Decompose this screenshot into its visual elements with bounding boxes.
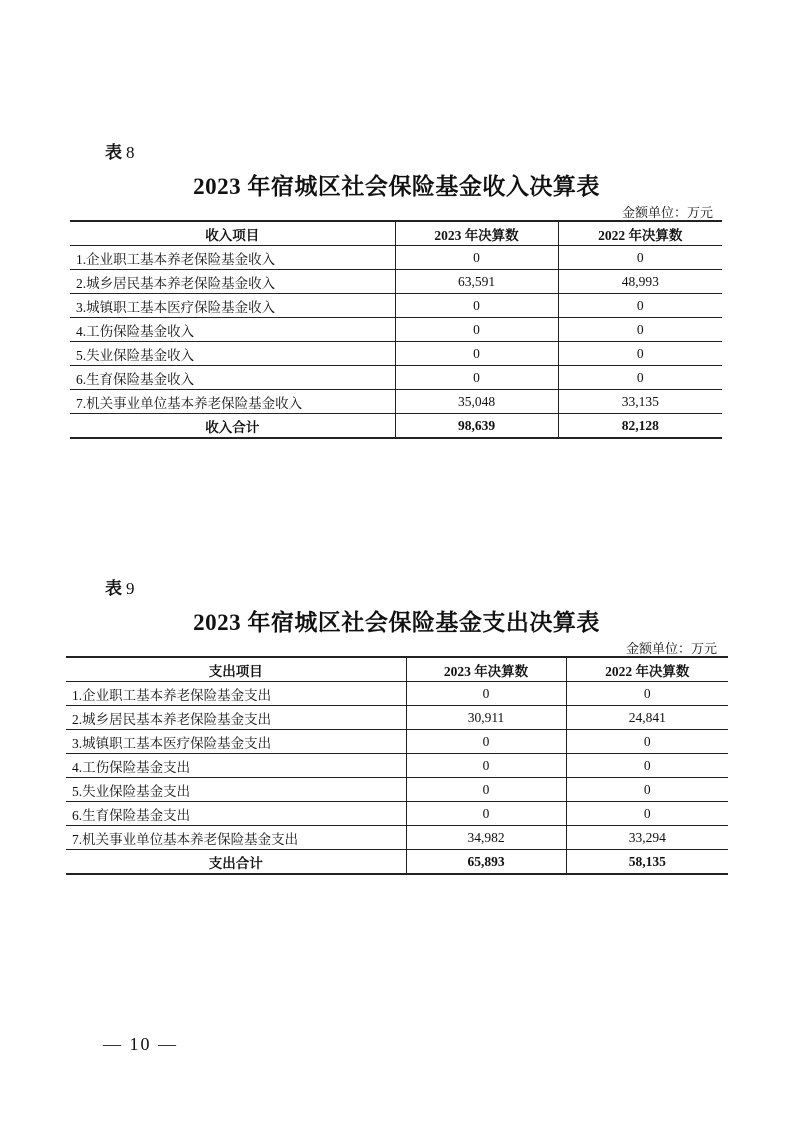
row-item: 6.生育保险基金支出 (66, 802, 406, 826)
table-9-label (105, 574, 135, 599)
row-item: 7.机关事业单位基本养老保险基金支出 (66, 826, 406, 850)
table-label-text: 表 (105, 143, 122, 162)
table-row (66, 730, 728, 754)
row-2023: 0 (406, 754, 566, 778)
income-table-title: 2023 年宿城区社会保险基金收入决算表 (193, 174, 600, 199)
row-2023: 0 (406, 730, 566, 754)
row-2022: 0 (566, 778, 728, 802)
expense-table-title: 2023 年宿城区社会保险基金支出决算表 (193, 610, 600, 635)
row-2023: 0 (395, 366, 558, 390)
row-2022: 0 (566, 730, 728, 754)
row-2023: 0 (395, 318, 558, 342)
table-row (70, 246, 722, 270)
row-2023: 0 (406, 778, 566, 802)
table-row (70, 318, 722, 342)
table-label-number: 9 (126, 579, 135, 598)
income-header-2023: 2023 年决算数 (395, 221, 558, 246)
expense-header-2023: 2023 年决算数 (406, 657, 566, 682)
row-2023: 30,911 (406, 706, 566, 730)
row-item: 2.城乡居民基本养老保险基金支出 (66, 706, 406, 730)
expense-header-row (66, 657, 728, 682)
table-row (70, 342, 722, 366)
table-row (70, 294, 722, 318)
row-2023: 0 (406, 802, 566, 826)
row-2022: 33,135 (558, 390, 722, 414)
expense-table (66, 656, 728, 875)
table-row (66, 682, 728, 706)
table-8-label (105, 138, 135, 163)
row-2022: 0 (558, 342, 722, 366)
row-2022: 0 (558, 318, 722, 342)
table-row (66, 802, 728, 826)
expense-total-row (66, 850, 728, 875)
row-item: 6.生育保险基金收入 (70, 366, 395, 390)
table-row (66, 826, 728, 850)
table-row (66, 754, 728, 778)
table-row (66, 778, 728, 802)
row-2023: 0 (395, 342, 558, 366)
total-label: 收入合计 (70, 414, 395, 439)
expense-header-2022: 2022 年决算数 (566, 657, 728, 682)
row-2022: 0 (566, 754, 728, 778)
table-row (70, 390, 722, 414)
table-row (70, 366, 722, 390)
row-2023: 0 (395, 246, 558, 270)
total-2023: 98,639 (395, 414, 558, 439)
row-2022: 0 (558, 246, 722, 270)
row-item: 4.工伤保险基金支出 (66, 754, 406, 778)
row-2022: 48,993 (558, 270, 722, 294)
table-label-text: 表 (105, 579, 122, 598)
row-item: 3.城镇职工基本医疗保险基金支出 (66, 730, 406, 754)
row-item: 1.企业职工基本养老保险基金支出 (66, 682, 406, 706)
income-table (70, 220, 722, 439)
page-number: — 10 — (103, 1034, 178, 1054)
income-total-row (70, 414, 722, 439)
row-2022: 24,841 (566, 706, 728, 730)
table-label-number: 8 (126, 143, 135, 162)
income-header-2022: 2022 年决算数 (558, 221, 722, 246)
row-item: 1.企业职工基本养老保险基金收入 (70, 246, 395, 270)
table-row (70, 270, 722, 294)
expense-unit-label: 金额单位：万元 (626, 641, 718, 656)
row-item: 5.失业保险基金收入 (70, 342, 395, 366)
row-item: 5.失业保险基金支出 (66, 778, 406, 802)
row-item: 7.机关事业单位基本养老保险基金收入 (70, 390, 395, 414)
expense-header-item: 支出项目 (66, 657, 406, 682)
row-item: 2.城乡居民基本养老保险基金收入 (70, 270, 395, 294)
total-2023: 65,893 (406, 850, 566, 875)
income-header-row (70, 221, 722, 246)
row-2022: 0 (558, 294, 722, 318)
row-2023: 63,591 (395, 270, 558, 294)
row-2023: 34,982 (406, 826, 566, 850)
row-item: 4.工伤保险基金收入 (70, 318, 395, 342)
income-header-item: 收入项目 (70, 221, 395, 246)
row-2022: 0 (566, 802, 728, 826)
row-2022: 0 (566, 682, 728, 706)
row-2023: 35,048 (395, 390, 558, 414)
row-item: 3.城镇职工基本医疗保险基金收入 (70, 294, 395, 318)
row-2022: 33,294 (566, 826, 728, 850)
row-2023: 0 (406, 682, 566, 706)
table-row (66, 706, 728, 730)
row-2022: 0 (558, 366, 722, 390)
total-label: 支出合计 (66, 850, 406, 875)
total-2022: 82,128 (558, 414, 722, 439)
total-2022: 58,135 (566, 850, 728, 875)
row-2023: 0 (395, 294, 558, 318)
income-unit-label: 金额单位：万元 (622, 205, 714, 220)
